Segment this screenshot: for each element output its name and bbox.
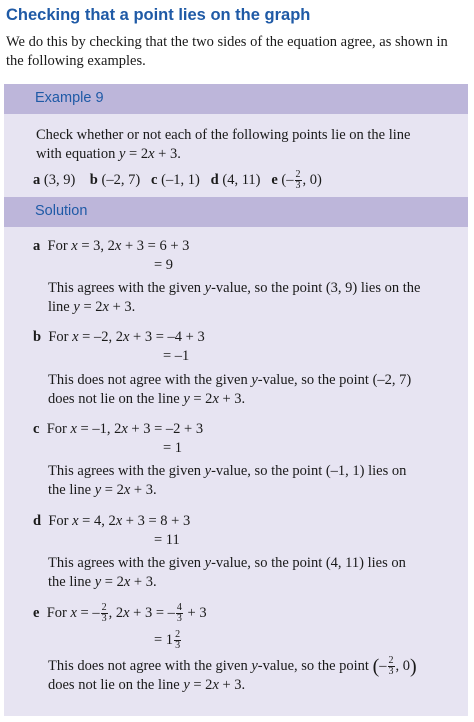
part-point: (4, 11) [222, 171, 261, 188]
question-line-1: Check whether or not each of the following points lie on the line [36, 127, 411, 143]
solution-d-text2: the line y = 2x + 3. [48, 574, 157, 590]
part-point-e: (– $\frac{2}{3}$ , 0) [281, 169, 322, 191]
solution-d-line2: = 11 [154, 532, 180, 548]
solution-header-band [4, 197, 468, 227]
solution-c-text1: This agrees with the given y-value, so the point (–1, 1) lies on [48, 463, 407, 479]
solution-e-line1: e For x = – $\frac{2}{3}$ , 2x + 3 = – $\frac{4}{3}$ + 3 [33, 602, 207, 624]
solution-d-text1: This agrees with the given y-value, so the point (4, 11) lies on [48, 555, 406, 571]
section-heading: Checking that a point lies on the graph [6, 6, 311, 24]
example-label: Example 9 [35, 90, 104, 106]
solution-a-text2: line y = 2x + 3. [48, 299, 136, 315]
solution-label: Solution [35, 203, 88, 219]
example-header-band [4, 84, 468, 114]
solution-c-line2: = 1 [163, 440, 183, 456]
part-point: (3, 9) [43, 171, 76, 188]
part-point: (–2, 7) [101, 171, 141, 188]
solution-c-text2: the line y = 2x + 3. [48, 482, 157, 498]
example-parts [33, 170, 322, 191]
solution-a-text1: This agrees with the given y-value, so the point (3, 9) lies on the [48, 280, 421, 296]
solution-a-line2: = 9 [154, 257, 174, 273]
part-letter: b [89, 171, 98, 188]
part-letter: c [151, 171, 158, 188]
solution-e-text2: does not lie on the line y = 2x + 3. [48, 677, 246, 693]
solution-e-text1: This does not agree with the given y-value, so the point (– $\frac{2}{3}$ , 0) [48, 655, 417, 678]
solution-b-text1: This does not agree with the given y-value, so the point (–2, 7) [48, 372, 412, 388]
intro-paragraph: We do this by checking that the two sides of the equation agree, as shown in the following examples. [6, 34, 448, 69]
solution-c-line1: c For x = –1, 2x + 3 = –2 + 3 [33, 421, 204, 437]
solution-a-line1: a For x = 3, 2x + 3 = 6 + 3 [33, 238, 190, 254]
solution-e-line2: = 1 $\frac{2}{3}$ [154, 629, 181, 651]
solution-b-line2: = –1 [163, 348, 190, 364]
part-letter: e [271, 171, 278, 188]
part-letter: a [33, 171, 41, 188]
solution-b-text2: does not lie on the line y = 2x + 3. [48, 391, 246, 407]
solution-b-line1: b For x = –2, 2x + 3 = –4 + 3 [33, 329, 205, 345]
part-point: (–1, 1) [161, 171, 200, 188]
solution-d-line1: d For x = 4, 2x + 3 = 8 + 3 [33, 513, 191, 529]
question-line-2: with equation y = 2x + 3. [36, 146, 181, 162]
part-letter: d [210, 171, 219, 188]
